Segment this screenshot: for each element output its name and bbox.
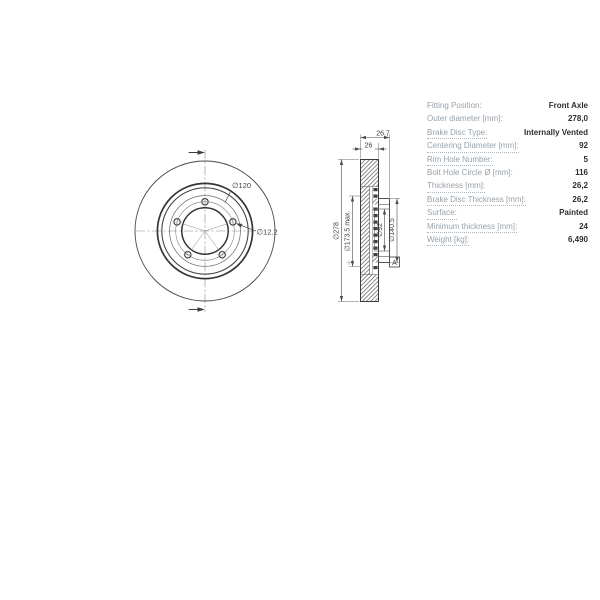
spec-value: 26,2 (572, 194, 588, 204)
spec-row (427, 128, 588, 141)
bolt-hole-leader-arrow (236, 223, 243, 227)
spec-row (427, 208, 588, 221)
svg-text:∅278: ∅278 (333, 222, 341, 240)
spec-label[interactable]: Brake Disc Type: (427, 128, 487, 140)
front-view (135, 150, 278, 312)
spec-value: 26,2 (572, 181, 588, 191)
datum-label: A (392, 259, 397, 267)
bolt-circle-dim-label: ∅120 (232, 181, 252, 190)
spec-value: 6,490 (567, 234, 588, 244)
spec-row (427, 168, 588, 181)
spec-value: Painted (559, 208, 588, 218)
svg-text:∅173.5 max.: ∅173.5 max. (344, 210, 352, 252)
center-cross (347, 260, 352, 265)
spec-row (427, 235, 588, 248)
spec-table (427, 101, 588, 248)
spec-row (427, 222, 588, 235)
svg-text:26: 26 (364, 142, 373, 150)
spec-value: 278,0 (567, 114, 588, 124)
section-hatch-bottom (361, 275, 379, 302)
spec-label[interactable]: Brake Disc Thickness [mm]: (427, 195, 526, 207)
spec-row (427, 114, 588, 127)
spec-value: Internally Vented (523, 127, 588, 137)
hat-flange-hatch-top (373, 199, 379, 205)
spec-value: 116 (575, 167, 588, 177)
svg-text:∅140.5: ∅140.5 (388, 218, 396, 242)
dim-278 (334, 160, 344, 302)
spec-row (427, 141, 588, 154)
spec-value: Front Axle (548, 101, 588, 110)
hat-flange-hatch-bottom (373, 257, 379, 263)
spec-label[interactable]: Rim Hole Number: (427, 155, 493, 167)
bolt-hole-dim-label: ∅12.2 (256, 227, 278, 237)
section-arrow-bottom (189, 307, 205, 312)
spec-value: 5 (583, 154, 588, 164)
section-hatch-top (361, 160, 379, 187)
section-view (334, 131, 401, 302)
spec-label[interactable]: Centering Diameter [mm]: (427, 141, 519, 153)
dim-26 (353, 143, 387, 151)
spec-row (427, 155, 588, 168)
spec-row (427, 101, 588, 114)
svg-text:∅92: ∅92 (376, 223, 384, 237)
spec-value: 24 (579, 221, 588, 231)
spec-value: 92 (579, 141, 588, 151)
spec-label[interactable]: Minimum thickness [mm]: (427, 222, 517, 234)
section-arrow-top (189, 150, 205, 155)
spec-label: Outer diameter [mm]: (427, 114, 503, 124)
spec-label: Fitting Position: (427, 101, 482, 110)
dim-140-5 (389, 199, 399, 263)
spec-label[interactable]: Weight [kg]: (427, 235, 469, 247)
spec-row (427, 195, 588, 208)
svg-text:26.7: 26.7 (376, 130, 390, 138)
spec-label[interactable]: Surface: (427, 208, 457, 220)
dim-26-7 (361, 131, 390, 140)
spec-label[interactable]: Thickness [mm]: (427, 181, 485, 193)
dim-173-5 (345, 196, 355, 267)
spec-label: Bolt Hole Circle Ø [mm]: (427, 167, 513, 177)
spec-row (427, 181, 588, 194)
section-hatch-left-plate (361, 187, 370, 275)
